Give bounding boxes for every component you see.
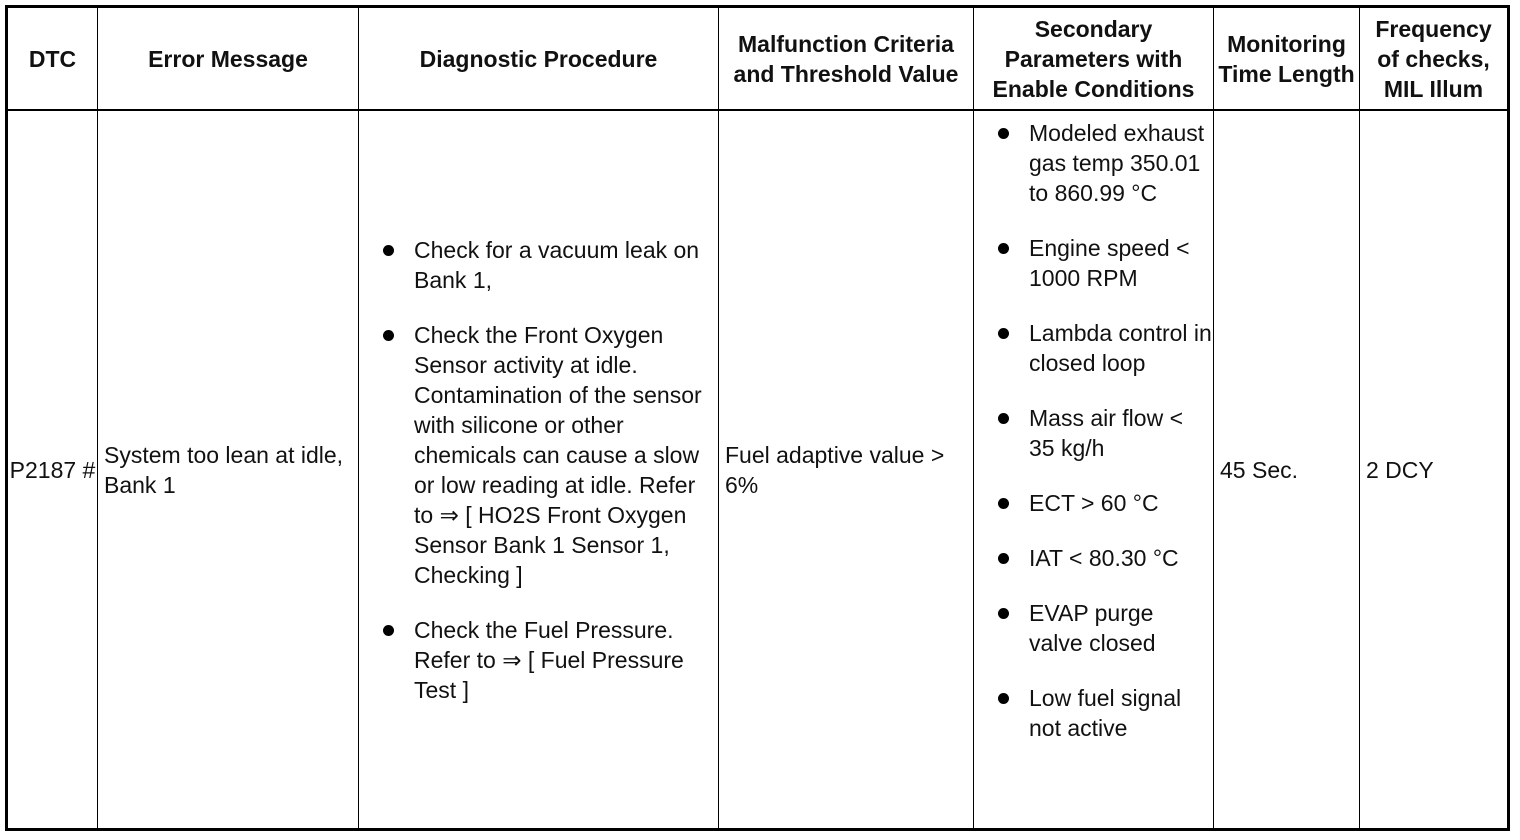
parameter-text: EVAP purge valve closed: [1029, 600, 1156, 656]
dtc-table: [5, 5, 1510, 831]
parameter-item: [974, 118, 1213, 208]
parameter-text: Low fuel signal not active: [1029, 685, 1182, 741]
parameter-text: IAT < 80.30 °C: [1029, 545, 1179, 571]
bullet-icon: [998, 498, 1009, 509]
procedure-list: [359, 235, 718, 705]
procedure-text: Check the Fuel Pressure. Refer to ⇒ [ Fuel Pressure Test ]: [414, 616, 684, 703]
bullet-icon: [998, 128, 1009, 139]
frequency: 2 DCY: [1360, 110, 1509, 830]
header-dtc: DTC: [7, 7, 98, 111]
parameter-text: ECT > 60 °C: [1029, 490, 1159, 516]
parameter-item: [974, 488, 1213, 518]
procedure-text: Check for a vacuum leak on Bank 1,: [414, 236, 700, 293]
secondary-parameters: [974, 110, 1214, 830]
table-row: [7, 110, 1509, 830]
parameter-item: [974, 598, 1213, 658]
header-malfunction-criteria: Malfunction Criteria and Threshold Value: [719, 7, 974, 111]
parameter-item: [974, 318, 1213, 378]
procedure-item: [359, 235, 718, 295]
header-row: [7, 7, 1509, 111]
procedure-text: Check the Front Oxygen Sensor activity at idle. Contamination of the sensor with silicone or other chemicals can cause a slow or low reading at idle. Refer to ⇒ [ HO2S Front Oxygen Sensor Bank 1 Sensor 1, Checking ]: [414, 321, 702, 588]
bullet-icon: [383, 330, 394, 341]
parameter-text: Mass air flow < 35 kg/h: [1029, 405, 1184, 461]
bullet-icon: [383, 245, 394, 256]
bullet-icon: [998, 553, 1009, 564]
header-monitoring-time: Monitoring Time Length: [1214, 7, 1360, 111]
monitoring-time: 45 Sec.: [1214, 110, 1360, 830]
header-error-message: Error Message: [98, 7, 359, 111]
parameter-text: Modeled exhaust gas temp 350.01 to 860.99 °C: [1029, 120, 1205, 206]
header-frequency: Frequency of checks, MIL Illum: [1360, 7, 1509, 111]
bullet-icon: [998, 413, 1009, 424]
bullet-icon: [998, 608, 1009, 619]
bullet-icon: [998, 693, 1009, 704]
parameter-text: Lambda control in closed loop: [1029, 320, 1212, 376]
bullet-icon: [998, 243, 1009, 254]
parameter-item: [974, 233, 1213, 293]
header-diagnostic-procedure: Diagnostic Procedure: [359, 7, 719, 111]
dtc-code: P2187 #: [7, 110, 98, 830]
parameter-text: Engine speed < 1000 RPM: [1029, 235, 1190, 291]
procedure-item: [359, 615, 718, 705]
bullet-icon: [998, 328, 1009, 339]
bullet-icon: [383, 625, 394, 636]
parameter-item: [974, 403, 1213, 463]
procedure-item: [359, 320, 718, 590]
parameter-item: [974, 683, 1213, 743]
header-secondary-parameters: Secondary Parameters with Enable Conditions: [974, 7, 1214, 111]
parameters-list: [974, 118, 1213, 743]
diagnostic-procedure: [359, 110, 719, 830]
malfunction-criteria: Fuel adaptive value > 6%: [719, 110, 974, 830]
parameter-item: [974, 543, 1213, 573]
error-message: System too lean at idle, Bank 1: [98, 110, 359, 830]
